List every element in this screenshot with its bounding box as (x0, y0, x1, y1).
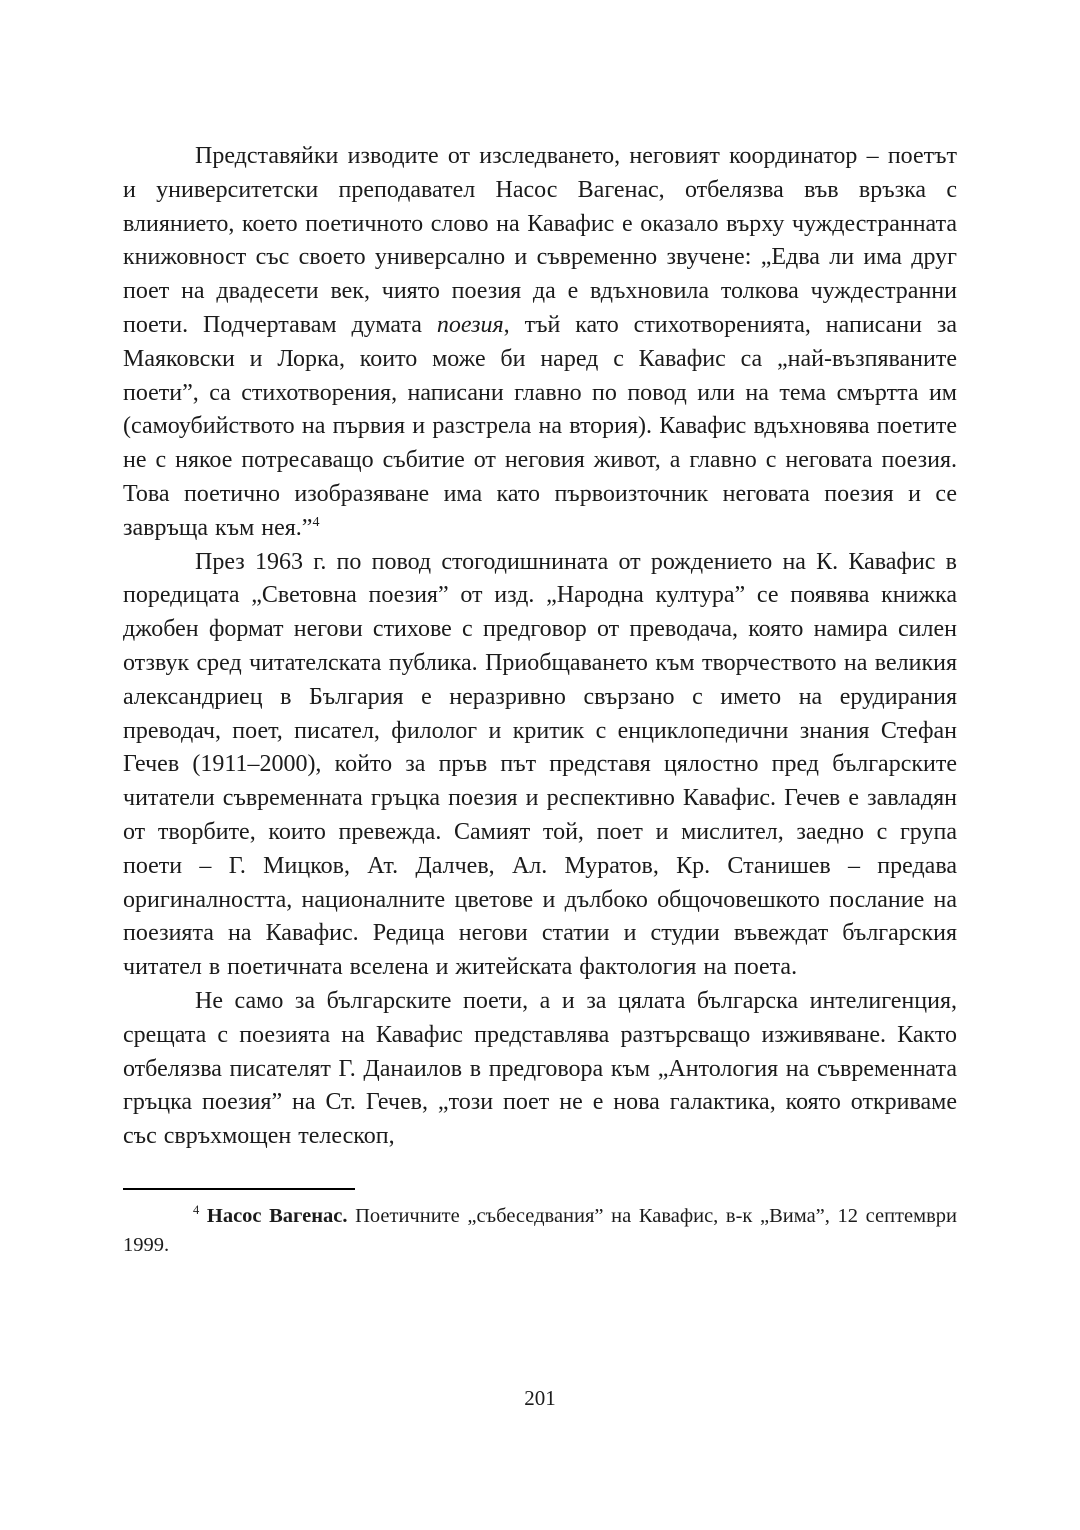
paragraph-2: През 1963 г. по повод стогодишнината от рождението на К. Кавафис в поредицата „Световна поезия” от изд. „Народна култура” се появява книжка джобен формат негови стихове с предговор от преводача, която намира силен отзвук сред читателската публика. Приобщаването към творчеството на великия александриец в България е неразривно свързано с името на ерудирания преводач, поет, писател, филолог и критик с енциклопедични знания Стефан Гечев (1911–2000), който за пръв път представя цялостно пред българските читатели съвременната гръцка поезия и респективно Кавафис. Гечев е завладян от творбите, които превежда. Самият той, поет и мислител, заедно с група поети – Г. Мицков, Ат. Далчев, Ал. Муратов, Кр. Станишев – предава оригиналността, националните цветове и дълбоко общочовешкото послание на поезията на Кавафис. Редица негови статии и студии въвеждат българския читател в поетичната вселена и житейската фактология на поета. (123, 548, 957, 981)
footnote (123, 1202, 957, 1260)
paragraph-1-text: Представяйки изводите от изследването, неговият координатор – поетът и университетски преподавател Насос Вагенас, отбелязва във връзка с влиянието, което поетичното слово на Кавафис е оказало върху чуждестранната книжовност със своето универсално и съвременно звучене: „Едва ли има друг поет на двадесети век, чиято поезия да е вдъхновила толкова чуждестранни поети. Подчертавам думата (123, 143, 957, 338)
footnote-text: Поетичните „събеседвания” на Кавафис, в-к „Вима”, 12 септември 1999. (123, 1204, 957, 1256)
footnote-marker: 4 (193, 1203, 200, 1218)
paragraph-1-italic-word: поезия (436, 311, 504, 338)
footnote-author: Насос Вагенас. (199, 1204, 348, 1227)
text-block (123, 140, 957, 1260)
paragraph-1 (123, 140, 957, 546)
footnote-reference: 4 (312, 514, 320, 530)
paragraph-3: Не само за българските поети, а и за цялата българска интелигенция, срещата с поезията на Кавафис представлява разтърсващо изживяване. Както отбелязва писателят Г. Данаилов в предговора към „Антология на съвременната гръцка поезия” на Ст. Гечев, „този поет не е нова галактика, която откриваме със свръхмощен телескоп, (123, 987, 957, 1150)
footnote-separator-rule (123, 1188, 355, 1190)
page-number: 201 (524, 1386, 556, 1410)
paragraph-1-text-continued: , тъй като стихотворенията, написани за Маяковски и Лорка, които може би наред с Кавафис са „най-възпяваните поети”, са стихотворения, написани главно по повод или на тема смъртта им (самоубийството на първия и разстрела на втория). Кавафис вдъхновява поетите не с някое потресаващо събитие от неговия живот, а главно с неговата поезия. Това поетично изобразяване има като първоизточник неговата поезия и се завръща към нея.” (123, 311, 958, 541)
